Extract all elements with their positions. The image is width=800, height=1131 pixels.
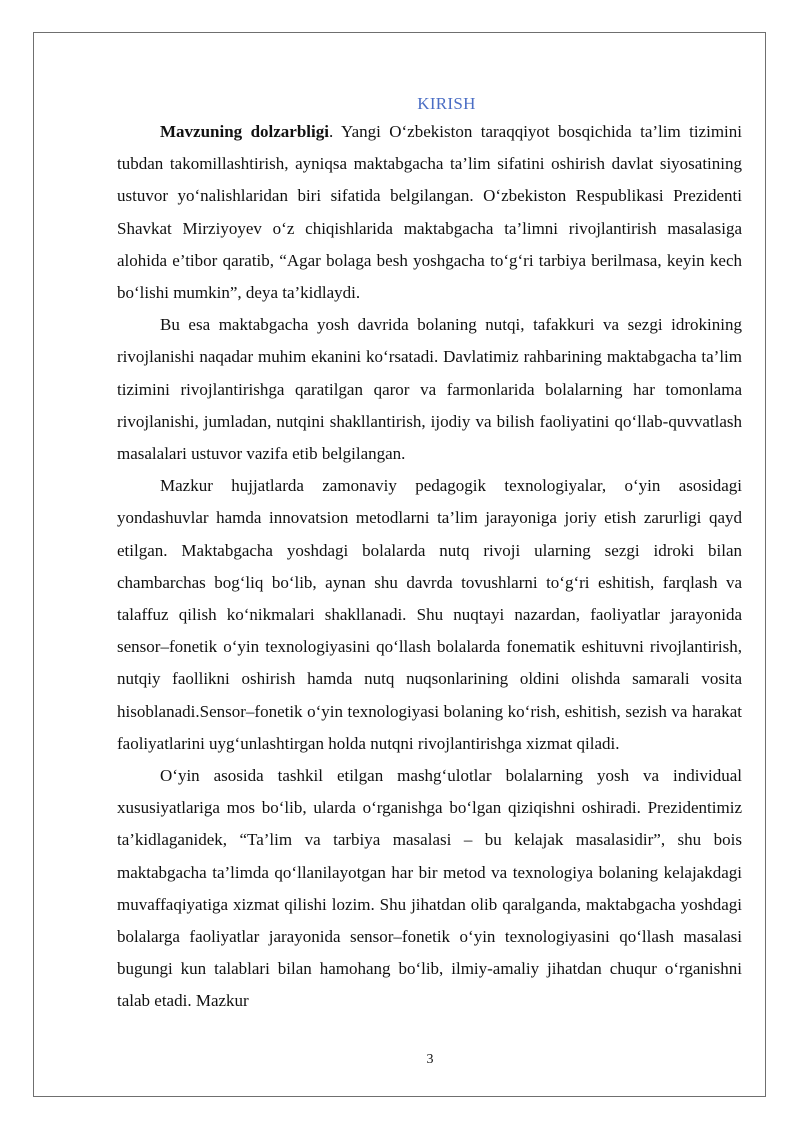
paragraph-text: Bu esa maktabgacha yosh davrida bolaning nutqi, tafakkuri va sezgi idrokining rivojlanishi naqadar muhim ekanini ko‘rsatadi. Davlatimiz rahbarining maktabgacha ta’lim tizimini rivojlantirishga qaratilgan qaror va farmonlarida bolalarning har tomonlama rivojlanishi, jumladan, nutqini shakllantirish, ijodiy va bilish faoliyatini qo‘llab-quvvatlash masalalari ustuvor vazifa etib belgilangan. xyxy=(117,315,742,464)
page-number: 3 xyxy=(426,1052,434,1067)
paragraph xyxy=(117,760,742,1018)
paragraph-relevance xyxy=(117,116,742,309)
paragraph-text: Mazkur hujjatlarda zamonaviy pedagogik texnologiyalar, o‘yin asosidagi yondashuvlar hamda innovatsion metodlarni ta’lim jarayoniga joriy etish zarurligi qayd etilgan. Maktabgacha yoshdagi bolalarda nutq rivoji ularning sezgi idroki bilan chambarchas bog‘liq bo‘lib, aynan shu davrda tovushlarni to‘g‘ri eshitish, farqlash va talaffuz qilish ko‘nikmalari shakllanadi. Shu nuqtayi nazardan, faoliyatlar jarayonida sensor–fonetik o‘yin texnologiyasini qo‘llash bolalarda fonematik eshituvni rivojlantirish, nutqiy faollikni oshirish hamda nutq nuqsonlarining oldini olishda samarali vosita hisoblanadi.Sensor–fonetik o‘yin texnologiyasi bolaning ko‘rish, eshitish, sezish va harakat faoliyatlarini uyg‘unlashtirgan holda nutqni rivojlantirishga xizmat qiladi. xyxy=(117,476,742,753)
paragraph-lead: Mavzuning dolzarbligi xyxy=(160,122,329,141)
section-title: KIRISH xyxy=(417,94,476,113)
paragraph xyxy=(117,309,742,470)
paragraph-text: . Yangi O‘zbekiston taraqqiyot bosqichida ta’lim tizimini tubdan takomillashtirish, ayniqsa maktabgacha ta’lim sifatini oshirish davlat siyosatining ustuvor yo‘nalishlaridan biri sifatida belgilangan. O‘zbekiston Respublikasi Prezidenti Shavkat Mirziyoyev o‘z chiqishlarida maktabgacha ta’limni rivojlantirish masalasiga alohida e’tibor qaratib, “Agar bolaga besh yoshgacha to‘g‘ri tarbiya berilmasa, keyin kech bo‘lishi mumkin”, deya ta’kidlaydi. xyxy=(117,122,742,303)
paragraph xyxy=(117,470,742,760)
document-body xyxy=(117,92,742,1018)
paragraph-text: O‘yin asosida tashkil etilgan mashg‘ulotlar bolalarning yosh va individual xususiyatlariga mos bo‘lib, ularda o‘rganishga bo‘lgan qiziqishni oshiradi. Prezidentimiz ta’kidlaganidek, “Ta’lim va tarbiya masalasi – bu kelajak masalasidir”, shu bois maktabgacha ta’limda qo‘llanilayotgan har bir metod va texnologiya bolaning kelajakdagi muvaffaqiyatiga xizmat qilishi lozim. Shu jihatdan olib qaralganda, maktabgacha yoshdagi bolalarga faoliyatlar jarayonida sensor–fonetik o‘yin texnologiyasini qo‘llash masalasi bugungi kun talablari bilan hamohang bo‘lib, ilmiy-amaliy jihatdan chuqur o‘rganishni talab etadi. Mazkur xyxy=(117,766,742,1011)
